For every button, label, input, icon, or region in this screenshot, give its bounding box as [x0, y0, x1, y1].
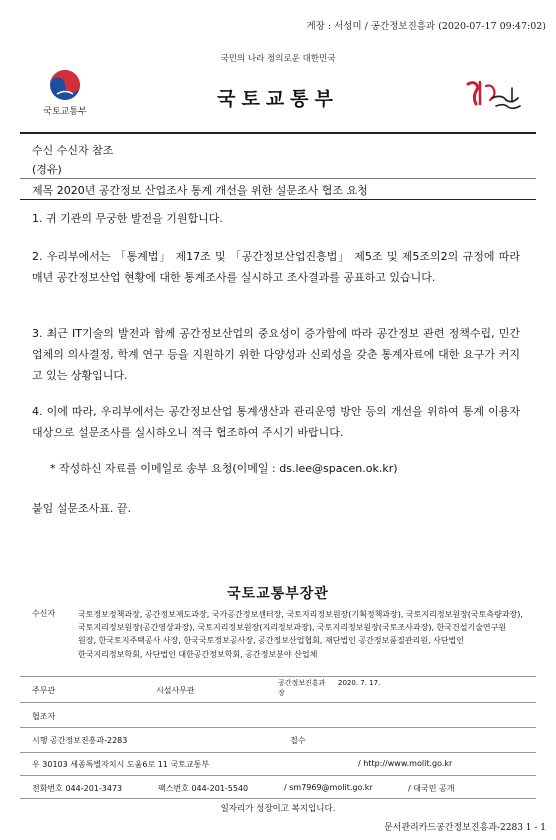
footer-slogan: 일자리가 성장이고 복지입니다.: [220, 804, 336, 814]
subject-rule: [20, 199, 536, 200]
footer-rule-3: [20, 727, 536, 728]
subject-line: 제목 2020년 공간정보 산업조사 통계 개선을 위한 설문조사 협조 요청: [32, 184, 368, 197]
paragraph-2: 2. 우리부에서는 「통계법」 제17조 및 「공간정보산업진흥법」 제5조 및 제5조의2의 규정에 따라 매년 공간정보산업 현황에 대한 통계조사를 실시하고 조사결과를 공표하고 있습니다.: [32, 250, 520, 284]
footer-rule-6: [20, 798, 536, 799]
officer-label: 주무관: [32, 686, 56, 695]
footer-rule-2: [20, 702, 536, 703]
phone-number: 전화번호 044-201-3473: [32, 784, 123, 793]
header-slogan: 국민의 나라 정의로운 대한민국: [220, 54, 336, 64]
recipients-label: 수신자: [32, 609, 56, 618]
email-note: * 작성하신 자료를 이메일로 송부 요청(이메일 : ds.lee@spacen.ok.kr): [50, 462, 398, 475]
postal-address: 우 30103 세종특별자치시 도움6로 11 국토교통부: [32, 760, 210, 769]
recipients-list: 국토정보정책과장, 공간정보제도과장, 국가공간정보센터장, 국토지리정보원장(기획정책과장), 국토지리정보원장(국토측량과장), 국토지리정보원장(공간영상과장), 국토지리정보원장(지리정보과장), 국토지리정보원장(국토조사과장), 한국건설기술연구원 원장, 한국토지주택공사 사장, 한국국토정보공사장, 공간정보산업협회, 재단법인 공간정보품질관리원, 사단법인 한국지리정보학회, 사단법인 대한공간정보학회, 공간정보분야 산업체: [78, 610, 523, 659]
cooperator-label: 협조자: [32, 712, 56, 721]
paragraph-1: 1. 귀 기관의 무궁한 발전을 기원합니다.: [32, 212, 223, 225]
meta-rule: [20, 178, 536, 179]
approval-date: 2020. 7. 17.: [338, 679, 381, 687]
paragraph-3: 3. 최근 IT기술의 발전과 함께 공간정보산업의 중요성이 증가함에 따라 공간정보 관련 정책수립, 민간업체의 의사결정, 학계 연구 등을 지원하기 위한 다양성과 신뢰성을 갖춘 통계자료에 대한 요구가 커지고 있는 상황입니다.: [32, 327, 520, 382]
enforcement-line: 시행 공간정보진흥과-2283: [32, 736, 128, 745]
receipt-label: 접수: [290, 736, 306, 745]
together-korea-logo: [462, 76, 526, 116]
footer-title: 국토교통부장관: [227, 586, 329, 602]
via-line: (경유): [32, 163, 62, 176]
logo-text: 국토교통부: [43, 107, 87, 117]
disclosure-status: / 대국민 공개: [408, 784, 455, 793]
deputy-label: 시설사무관: [156, 686, 195, 695]
paragraph-4: 4. 이에 따라, 우리부에서는 공간정보산업 통계생산과 관리운영 방안 등의 개선을 위하여 통계 이용자 대상으로 설문조사를 실시하오니 적극 협조하여 주시기 바랍니다.: [32, 405, 520, 439]
footer-rule-1: [20, 676, 536, 677]
recipient-line: 수신 수신자 참조: [32, 144, 114, 157]
director-label: 공간정보진흥과장: [278, 679, 326, 697]
footer-rule-4: [20, 752, 536, 753]
ministry-title: 국토교통부: [217, 88, 339, 110]
archive-stamp: 게장 : 서성미 / 공간정보진흥과 (2020-07-17 09:47:02): [306, 21, 546, 32]
fax-number: 팩스번호 044-201-5540: [158, 784, 249, 793]
document-code: 문서관리카드공간정보진흥과-2283 1 - 1: [383, 823, 546, 833]
header-rule: [20, 132, 536, 134]
footer-rule-5: [20, 775, 536, 776]
website-link[interactable]: / http://www.molit.go.kr: [358, 759, 453, 768]
calligraphy-logo-icon: [462, 76, 526, 116]
email-link[interactable]: / sm7969@molit.go.kr: [284, 783, 373, 792]
attachment-line: 붙임 설문조사표. 끝.: [32, 502, 131, 515]
